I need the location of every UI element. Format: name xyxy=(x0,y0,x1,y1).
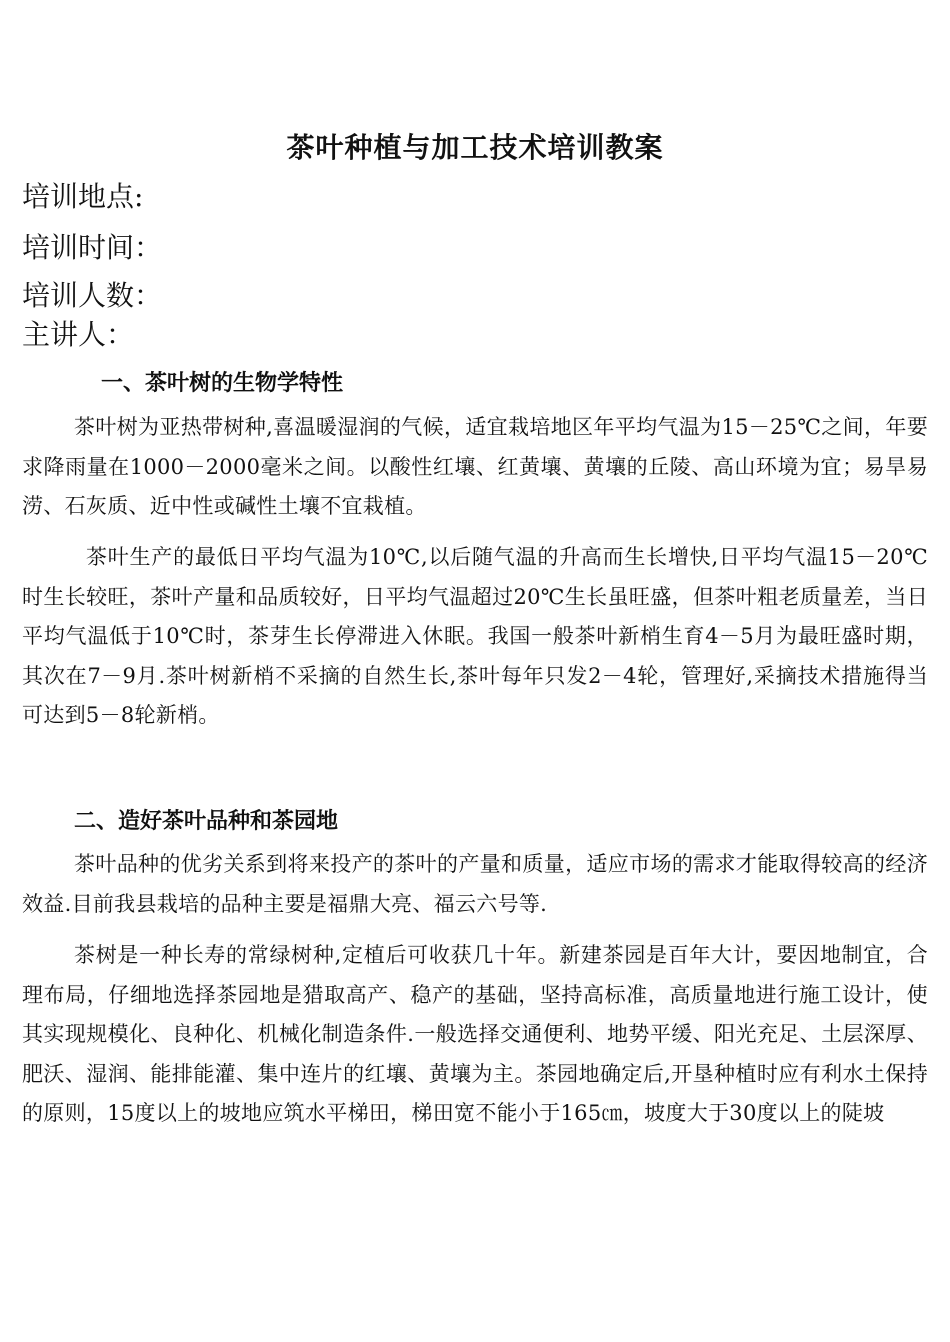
paragraph-temperature-growth: 茶叶生产的最低日平均气温为10℃,以后随气温的升高而生长增快,日平均气温15－20℃时生长较旺，茶叶产量和品质较好，日平均气温超过20℃生长虽旺盛，但茶叶粗老质量差，当日平均气温低于10℃时，茶芽生长停滞进入休眠。我国一般茶叶新梢生育4－5月为最旺盛时期，其次在7－9月.茶叶树新梢不采摘的自然生长,茶叶每年只发2－4轮，管理好,采摘技术措施得当可达到5－8轮新梢。 xyxy=(22,545,928,727)
document-title: 茶叶种植与加工技术培训教案 xyxy=(286,131,664,164)
section-heading-variety-garden: 二、造好茶叶品种和茶园地 xyxy=(74,809,339,834)
training-time-label: 培训时间： xyxy=(22,231,163,264)
speaker-label: 主讲人： xyxy=(22,318,135,351)
training-location-label: 培训地点: xyxy=(22,180,144,213)
training-count-label: 培训人数： xyxy=(22,279,163,312)
training-count-field xyxy=(22,276,168,316)
section-heading-biology: 一、茶叶树的生物学特性 xyxy=(101,371,344,396)
training-location-field xyxy=(22,177,149,217)
paragraph-tea-garden: 茶树是一种长寿的常绿树种,定植后可收获几十年。新建茶园是百年大计，要因地制宜，合理布局，仔细地选择茶园地是猎取高产、稳产的基础，坚持高标准，高质量地进行施工设计，使其实现规模化、良种化、机械化制造条件.一般选择交通便利、地势平缓、阳光充足、土层深厚、肥沃、湿润、能排能灌、集中连片的红壤、黄壤为主。茶园地确定后,开垦种植时应有利水土保持的原则，15度以上的坡地应筑水平梯田，梯田宽不能小于165㎝，坡度大于30度以上的陡坡 xyxy=(22,943,928,1125)
speaker-field xyxy=(22,315,140,355)
training-time-field xyxy=(22,228,168,268)
paragraph-climate: 茶叶树为亚热带树种,喜温暖湿润的气候，适宜栽培地区年平均气温为15－25℃之间，年要求降雨量在1000－2000毫米之间。以酸性红壤、红黄壤、黄壤的丘陵、高山环境为宜；易旱易涝、石灰质、近中性或碱性土壤不宜栽植。 xyxy=(22,415,928,518)
paragraph-variety: 茶叶品种的优劣关系到将来投产的茶叶的产量和质量，适应市场的需求才能取得较高的经济效益.目前我县栽培的品种主要是福鼎大亮、福云六号等. xyxy=(22,852,928,916)
